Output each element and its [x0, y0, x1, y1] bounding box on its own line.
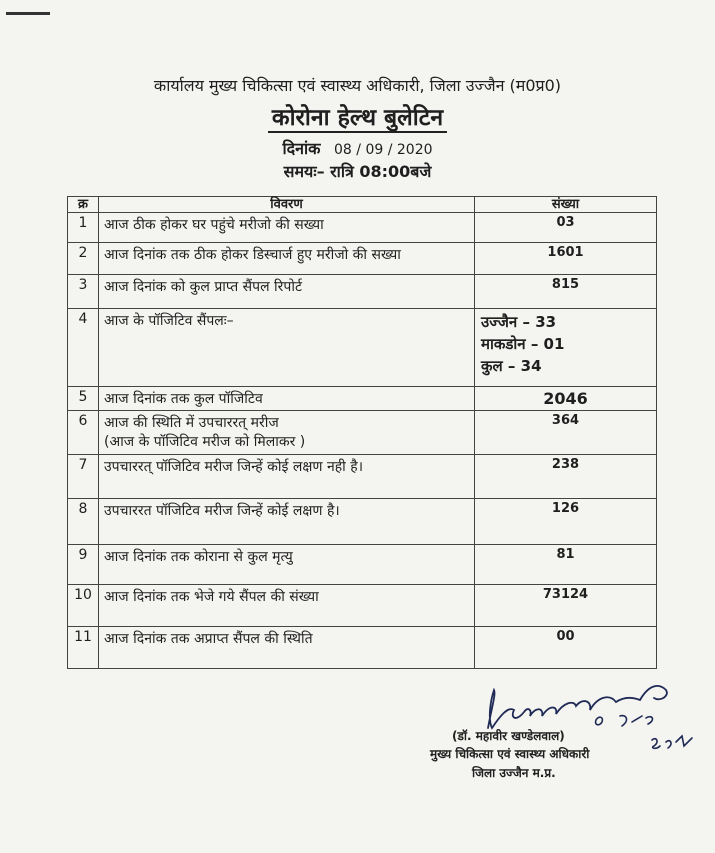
row-serial: 11: [68, 627, 99, 669]
row-value: 126: [475, 499, 657, 545]
positive-makdon: माकडोन – 01: [481, 335, 565, 353]
row-serial: 5: [68, 387, 99, 411]
signatory-district: जिला उज्जैन म.प्र.: [472, 766, 556, 780]
row-serial: 2: [68, 243, 99, 275]
row-description: आज दिनांक तक ठीक होकर डिस्चार्ज हुए मरीजो की सख्या: [99, 243, 475, 275]
row-serial: 6: [68, 411, 99, 455]
row-description-line2: (आज के पॉजिटिव मरीज को मिलाकर ): [104, 434, 306, 450]
table-row: [68, 455, 657, 499]
table-row: [68, 499, 657, 545]
row-value: 81: [475, 545, 657, 585]
row-serial: 8: [68, 499, 99, 545]
table-row: [68, 627, 657, 669]
table-row: [68, 545, 657, 585]
row-serial: 3: [68, 275, 99, 309]
header-count: संख्या: [475, 197, 657, 213]
row-description: उपचाररत् पॉजिटिव मरीज जिन्हें कोई लक्षण नही है।: [99, 455, 475, 499]
office-header: कार्यालय मुख्य चिकित्सा एवं स्वास्थ्य अधिकारी, जिला उज्जैन (म0प्र0): [153, 76, 562, 95]
table-row: [68, 411, 657, 455]
row-serial: 10: [68, 585, 99, 627]
row-value: 238: [475, 455, 657, 499]
row-value: 2046: [475, 387, 657, 411]
positive-ujjain: उज्जैन – 33: [481, 313, 557, 331]
row-value: 815: [475, 275, 657, 309]
table-row: [68, 309, 657, 387]
table-row: [68, 585, 657, 627]
row-description: आज दिनांक तक कोराना से कुल मृत्यु: [99, 545, 475, 585]
table-row: [68, 243, 657, 275]
row-serial: 7: [68, 455, 99, 499]
header-serial: क्र: [68, 197, 99, 213]
date-value: 08 / 09 / 2020: [334, 142, 433, 158]
row-serial: 9: [68, 545, 99, 585]
row-description: आज ठीक होकर घर पहुंचे मरीजो की सख्या: [99, 213, 475, 243]
row-description-line1: आज की स्थिति में उपचाररत् मरीज: [104, 415, 279, 431]
handwritten-signature: [470, 676, 710, 756]
row-value: 03: [475, 213, 657, 243]
row-serial: 1: [68, 213, 99, 243]
row-description: आज दिनांक तक कुल पॉजिटिव: [99, 387, 475, 411]
bulletin-date: [0, 137, 715, 159]
bulletin-table: [67, 196, 657, 669]
table-row: [68, 213, 657, 243]
row-description: उपचाररत पॉजिटिव मरीज जिन्हें कोई लक्षण है।: [99, 499, 475, 545]
row-value-breakdown: [475, 309, 657, 387]
table-row: [68, 275, 657, 309]
row-description: आज दिनांक को कुल प्राप्त सैंपल रिपोर्ट: [99, 275, 475, 309]
date-label: दिनांक: [282, 139, 321, 158]
row-description: [99, 411, 475, 455]
row-value: 00: [475, 627, 657, 669]
top-edge-mark: [6, 12, 50, 15]
row-value: 73124: [475, 585, 657, 627]
row-description: आज दिनांक तक भेजे गये सैंपल की संख्या: [99, 585, 475, 627]
positive-total: कुल – 34: [481, 357, 542, 375]
row-value: 364: [475, 411, 657, 455]
header-description: विवरण: [99, 197, 475, 213]
signatory-designation: मुख्य चिकित्सा एवं स्वास्थ्य अधिकारी: [430, 747, 590, 761]
signatory-name: (डॉ. महावीर खण्डेलवाल): [452, 729, 565, 743]
row-description: आज दिनांक तक अप्राप्त सैंपल की स्थिति: [99, 627, 475, 669]
bulletin-time: समयः– रात्रि 08:00बजे: [283, 162, 432, 181]
table-header-row: [68, 197, 657, 213]
row-serial: 4: [68, 309, 99, 387]
row-value: 1601: [475, 243, 657, 275]
bulletin-title: कोरोना हेल्थ बुलेटिन: [0, 100, 715, 132]
table-row: [68, 387, 657, 411]
row-description: आज के पॉजिटिव सैंपलः–: [99, 309, 475, 387]
